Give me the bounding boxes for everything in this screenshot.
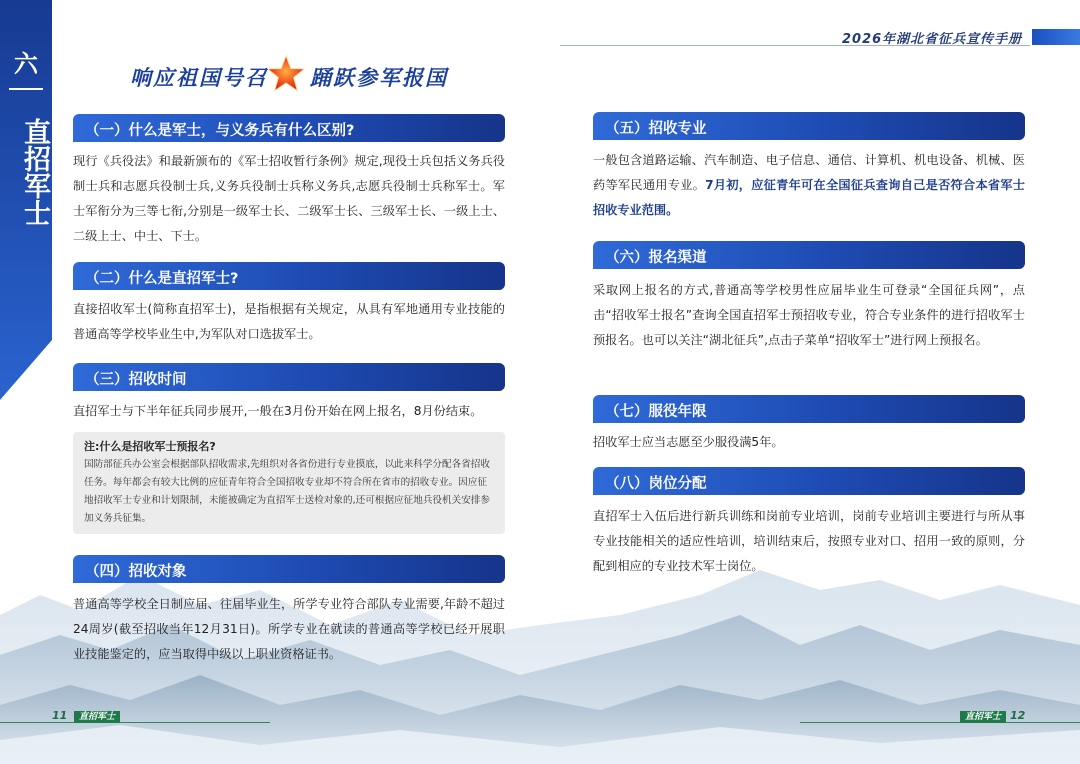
header-accent-block	[1032, 29, 1080, 45]
section-body-8: 直招军士入伍后进行新兵训练和岗前专业培训，岗前专业培训主要进行与所从事专业技能相关的适应性培训，培训结束后，按照专业对口、招用一致的原则，分配到相应的专业技术军士岗位。	[593, 509, 1025, 573]
section-body-4: 普通高等学校全日制应届、往届毕业生，所学专业符合部队专业需要,年龄不超过24周岁(截至招收当年12月31日)。所学专业在就读的普通高等学校已经开展职业技能鉴定的，应当取得中级以上职业资格证书。	[73, 597, 505, 661]
section-header-7	[593, 395, 1025, 423]
red-star-icon	[266, 54, 306, 94]
section-title-8: （八）岗位分配	[605, 476, 707, 492]
section-title-5: （五）招收专业	[605, 121, 707, 137]
section-title-3: （三）招收时间	[85, 372, 187, 388]
section-title-4: （四）招收对象	[85, 564, 187, 580]
section-header-8	[593, 467, 1025, 495]
chapter-divider	[9, 88, 43, 90]
page-number-left: 11	[52, 709, 68, 722]
section-body-6: 采取网上报名的方式,普通高等学校男性应届毕业生可登录“全国征兵网”，点击“招收军士报名”查询全国直招军士预招收专业，符合专业条件的进行招收军士预报名。也可以关注“湖北征兵”,点击子菜单“招收军士”进行网上预报名。	[593, 283, 1025, 347]
page-number-right: 12	[1010, 709, 1026, 722]
chapter-number: 六	[14, 50, 38, 78]
section-header-3	[73, 363, 505, 391]
slogan	[130, 58, 460, 98]
section-body-3: 直招军士与下半年征兵同步展开,一般在3月份开始在网上报名，8月份结束。	[73, 404, 483, 418]
section-title-7: （七）服役年限	[605, 404, 707, 420]
section-body-1: 现行《兵役法》和最新颁布的《军士招收暂行条例》规定,现役士兵包括义务兵役制士兵和志愿兵役制士兵,义务兵役制士兵称义务兵,志愿兵役制士兵称军士。军士军衔分为三等七衔,分别是一级军士长、二级军士长、三级军士长、一级上士、二级上士、中士、下士。	[73, 154, 505, 243]
section-header-4	[73, 555, 505, 583]
section-title-6: （六）报名渠道	[605, 250, 707, 266]
footer-tag-left: 直招军士	[74, 711, 120, 723]
section-header-5	[593, 112, 1025, 140]
slogan-left: 响应祖国号召	[130, 66, 268, 90]
section-header-1	[73, 114, 505, 142]
note-title: 注:什么是招收军士预报名?	[84, 440, 216, 453]
footer-tag-right: 直招军士	[960, 711, 1006, 723]
note-body: 国防部征兵办公室会根据部队招收需求,先组织对各省份进行专业摸底，以此来科学分配各省招收任务。每年都会有较大比例的应征青年符合全国招收专业却不符合所在省市的招收专业。因应征地招收军士专业和计划限制，未能被确定为直招军士送检对象的,还可根据应征地兵役机关安排参加义务兵征集。	[84, 459, 490, 524]
handbook-title: 2026年湖北省征兵宣传手册	[842, 32, 1023, 47]
note-box	[73, 432, 505, 534]
section-body-2: 直接招收军士(简称直招军士)，是指根据有关规定，从具有军地通用专业技能的普通高等学校毕业生中,为军队对口选拔军士。	[73, 302, 505, 341]
footer-rule-right	[800, 722, 1080, 723]
section-body-7: 招收军士应当志愿至少服役满5年。	[593, 435, 784, 449]
footer-rule-left	[0, 722, 270, 723]
section-body-5	[593, 148, 1025, 223]
section-header-6	[593, 241, 1025, 269]
section-title-2: （二）什么是直招军士?	[85, 271, 239, 287]
section-body-5-highlight: 7月初，应征青年可在全国征兵查询自己是否符合本省军士招收专业范围。	[593, 178, 1025, 217]
section-body-5-text: 一般包含道路运输、汽车制造、电子信息、通信、计算机、机电设备、机械、医药等军民通用专业。	[593, 153, 1025, 192]
slogan-right: 踊跃参军报国	[310, 66, 448, 90]
section-title-1: （一）什么是军士，与义务兵有什么区别?	[85, 123, 355, 139]
section-header-2	[73, 262, 505, 290]
chapter-title: 直招军士	[19, 118, 50, 226]
